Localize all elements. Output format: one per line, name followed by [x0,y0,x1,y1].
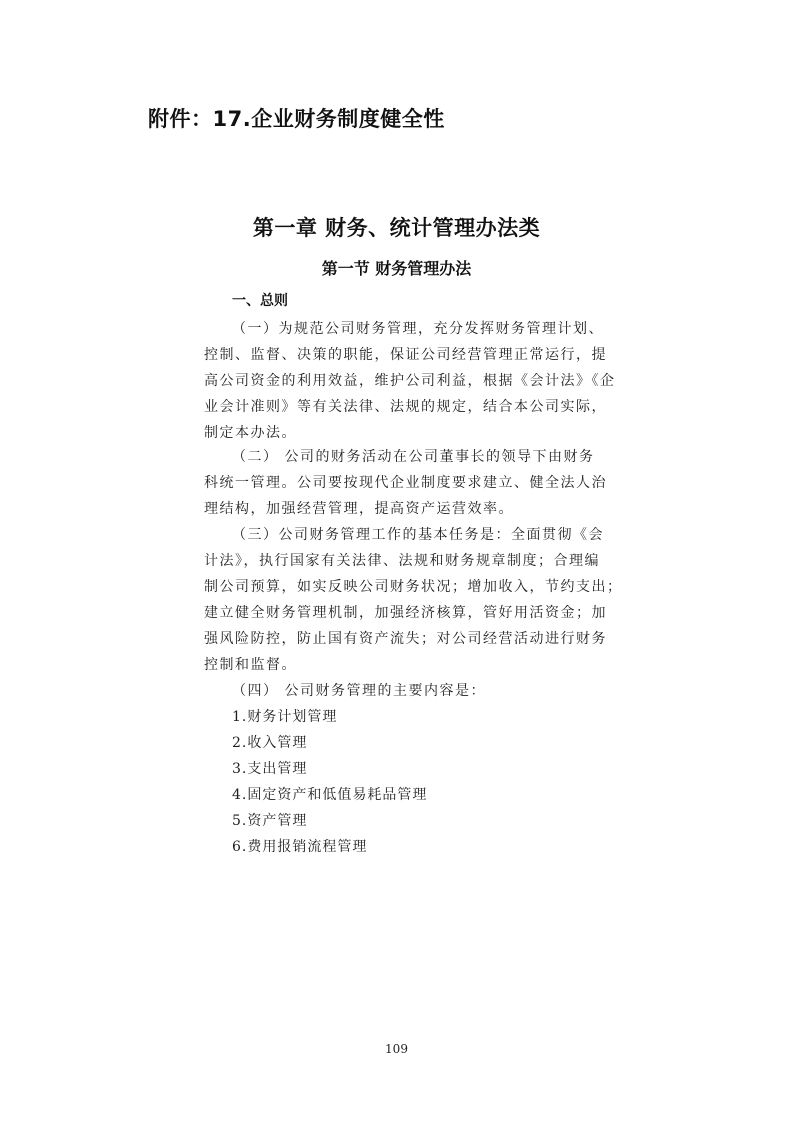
paragraph-3-line: 制公司预算，如实反映公司财务状况；增加收入，节约支出； [204,579,623,595]
paragraph-2-line: （二） 公司的财务活动在公司董事长的领导下由财务 [232,449,595,465]
list-item: 3.支出管理 [232,761,308,777]
paragraph-3-line: （三）公司财务管理工作的基本任务是：全面贯彻《会 [232,527,604,543]
list-item: 6.费用报销流程管理 [232,839,368,855]
paragraph-2-line: 理结构，加强经营管理，提高资产运营效率。 [204,501,514,517]
paragraph-4-line: （四） 公司财务管理的主要内容是： [232,683,486,699]
page-number: 109 [385,1042,408,1056]
chapter-title: 第一章 财务、统计管理办法类 [252,216,541,240]
paragraph-1-line: 制定本办法。 [204,425,297,441]
paragraph-3-line: 强风险防控，防止国有资产流失；对公司经营活动进行财务 [204,631,607,647]
paragraph-1-line: 控制、监督、决策的职能，保证公司经营管理正常运行，提 [204,347,607,363]
paragraph-2-line: 科统一管理。公司要按现代企业制度要求建立、健全法人治 [204,475,607,491]
paragraph-3-line: 计法》，执行国家有关法律、法规和财务规章制度；合理编 [204,553,600,569]
list-item: 1.财务计划管理 [232,709,338,725]
paragraph-1-line: 业会计准则》等有关法律、法规的规定，结合本公司实际， [204,399,607,415]
list-item: 4.固定资产和低值易耗品管理 [232,787,428,803]
paragraph-3-line: 建立健全财务管理机制，加强经济核算，管好用活资金；加 [204,605,607,621]
attachment-title: 附件：17.企业财务制度健全性 [148,107,445,131]
list-item: 2.收入管理 [232,735,308,751]
heading-general-provisions: 一、总则 [232,293,288,309]
paragraph-3-line: 控制和监督。 [204,657,297,673]
paragraph-1-line: （一）为规范公司财务管理，充分发挥财务管理计划、 [232,321,604,337]
list-item: 5.资产管理 [232,813,308,829]
paragraph-1-line: 高公司资金的利用效益，维护公司利益，根据《会计法》《企 [204,373,616,389]
section-title: 第一节 财务管理办法 [321,259,472,278]
